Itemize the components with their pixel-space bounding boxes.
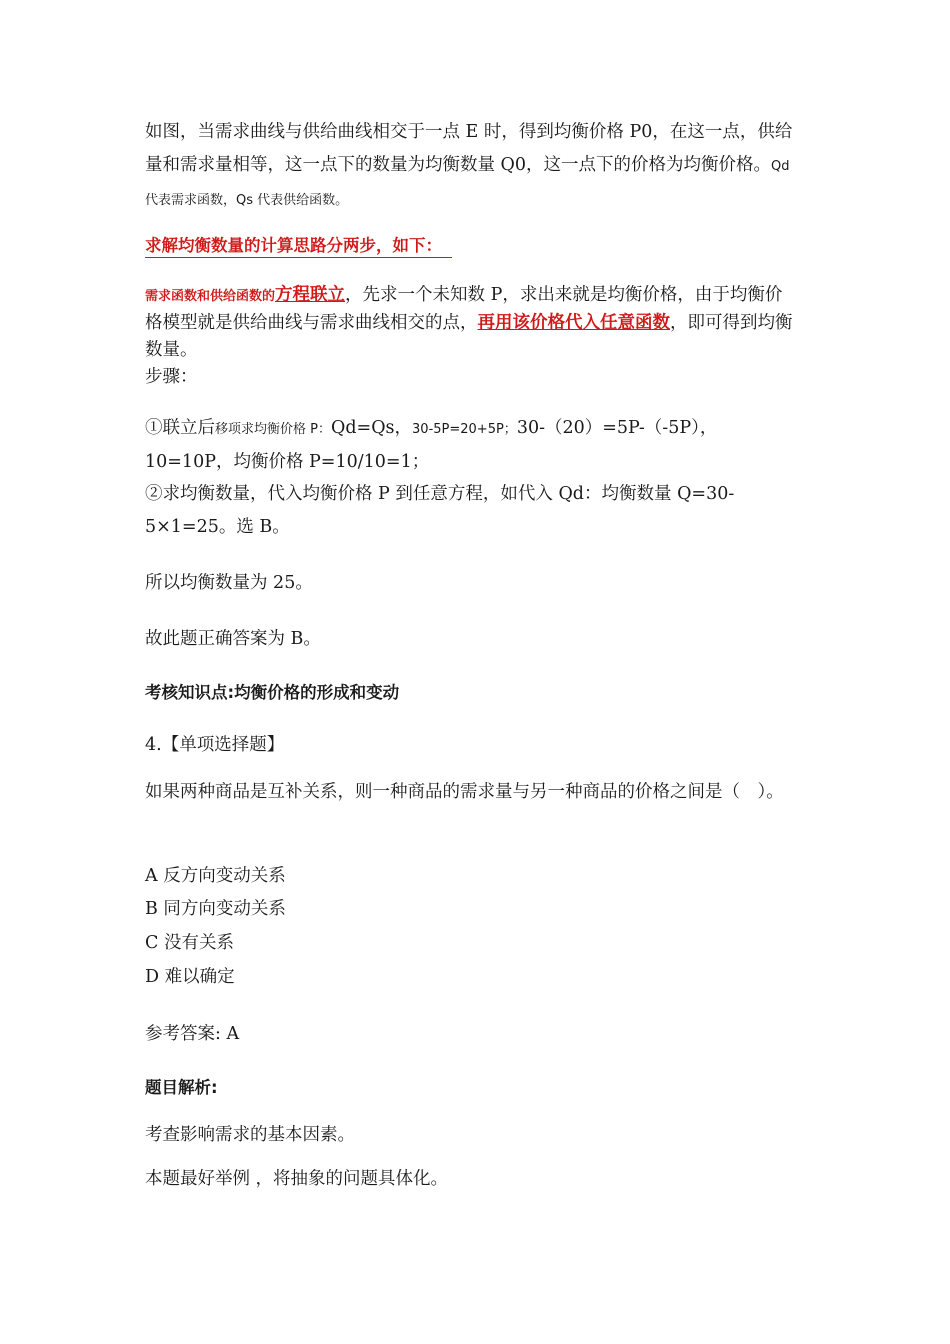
method-part4: 再用该价格代入任意函数 [477,313,670,333]
intro-text: 如图，当需求曲线与供给曲线相交于一点 E 时，得到均衡价格 P0，在这一点，供给量和需求量相等，这一点下的数量为均衡数量 Q0，这一点下的价格为均衡价格。 [145,122,793,175]
knowledge-point: 考核知识点:均衡价格的形成和变动 [145,683,400,702]
intro-note: Qd 代表需求函数，Qs 代表供给函数。 [145,159,790,208]
step-1 [145,412,795,479]
option-a-text: A 反方向变动关系 [145,866,286,886]
conclusion-block [145,567,795,600]
step1-c: Qd=Qs， [330,418,413,438]
step2-text: ②求均衡数量，代入均衡价格 P 到任意方程，如代入 Qd：均衡数量 Q=30-5×1=25。选 B。 [145,484,735,537]
analysis-line-2 [145,1163,795,1196]
option-a [145,860,795,893]
step1-d: 30-5P=20+5P； [412,422,517,437]
knowledge-point-block [145,676,795,710]
step1-b: 移项求均衡价格 P： [215,422,331,437]
analysis-heading: 题目解析: [145,1078,218,1097]
analysis-line-1 [145,1119,795,1152]
method-part2: 方程联立 [275,285,346,305]
step-2 [145,478,795,544]
analysis-text-1: 考查影响需求的基本因素。 [145,1125,355,1145]
option-c [145,927,795,960]
conclusion: 所以均衡数量为 25。 [145,573,313,593]
analysis-heading-block [145,1071,795,1105]
method-heading: 求解均衡数量的计算思路分两步，如下： [145,236,452,258]
question-number-block [145,729,795,762]
step1-e: 30-（20）=5P-（-5P），10=10P，均衡价格 P=10/10=1； [145,418,718,472]
option-d [145,961,795,994]
answer-line: 故此题正确答案为 B。 [145,629,321,649]
method-heading-block [145,229,795,263]
question-stem-block [145,779,795,806]
question-stem: 如果两种商品是互补关系，则一种商品的需求量与另一种商品的价格之间是（ ）。 [145,782,784,802]
method-part3: ，先求一个未知数 P，求出来就是均衡价格，由于均衡价格模型就是供给曲线与需求曲线相交的点， [145,285,783,333]
question-number: 4.【单项选择题】 [145,735,285,755]
method-part1: 需求函数和供给函数的 [145,289,276,304]
option-b-text: B 同方向变动关系 [145,899,286,919]
analysis-text-2: 本题最好举例 ，将抽象的问题具体化。 [145,1169,449,1189]
intro-paragraph [145,116,795,217]
option-c-text: C 没有关系 [145,933,234,953]
reference-answer: 参考答案: A [145,1024,240,1044]
answer-line-block [145,623,795,656]
reference-answer-block [145,1018,795,1051]
method-paragraph [145,282,795,364]
step1-a: ①联立后 [145,418,215,438]
steps-label-block [145,361,795,394]
steps-label: 步骤： [145,367,198,387]
option-d-text: D 难以确定 [145,967,235,987]
option-b [145,893,795,926]
method-part5: ，即可得到均衡数量。 [145,313,793,360]
